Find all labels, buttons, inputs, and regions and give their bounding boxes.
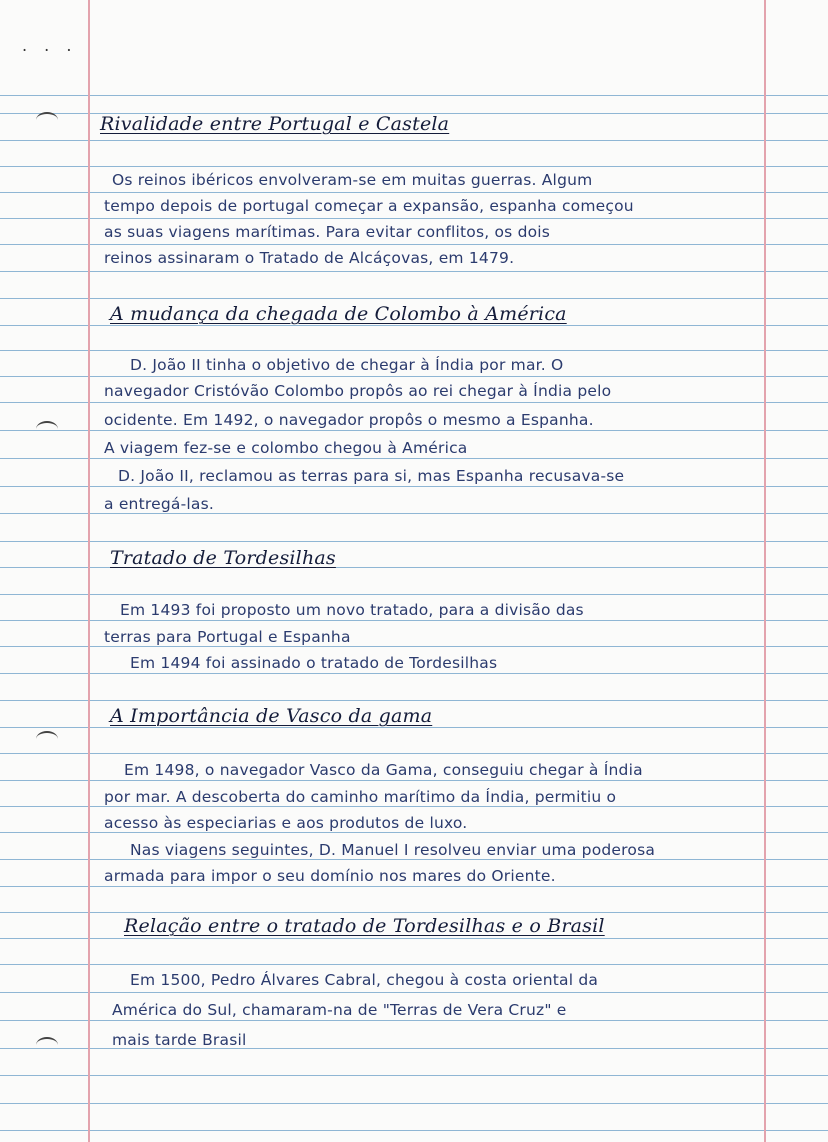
text-line: A viagem fez-se e colombo chegou à América: [104, 439, 468, 457]
text-line: ocidente. Em 1492, o navegador propôs o mesmo a Espanha.: [104, 411, 594, 429]
text-line: tempo depois de portugal começar a expansão, espanha começou: [104, 197, 634, 215]
ruled-line: [0, 458, 828, 459]
text-line: acesso às especiarias e aos produtos de luxo.: [104, 814, 468, 832]
ruled-line: [0, 166, 828, 167]
ruled-line: [0, 700, 828, 701]
left-margin-line: [88, 0, 90, 1142]
text-line: terras para Portugal e Espanha: [104, 628, 351, 646]
binder-hole-mark: [36, 112, 58, 128]
ruled-line: [0, 402, 828, 403]
section-title: Relação entre o tratado de Tordesilhas e o Brasil: [124, 915, 605, 937]
ruled-line: [0, 620, 828, 621]
text-line: Em 1494 foi assinado o tratado de Tordesilhas: [130, 654, 498, 672]
ruled-line: [0, 727, 828, 728]
binder-hole-mark: [36, 421, 58, 437]
ruled-line: [0, 244, 828, 245]
section-title: Rivalidade entre Portugal e Castela: [100, 113, 450, 135]
ruled-line: [0, 486, 828, 487]
ruled-line: [0, 541, 828, 542]
text-line: Nas viagens seguintes, D. Manuel I resolveu enviar uma poderosa: [130, 841, 656, 859]
text-line: mais tarde Brasil: [112, 1031, 247, 1049]
ruled-line: [0, 594, 828, 595]
ruled-line: [0, 753, 828, 754]
ruled-line: [0, 780, 828, 781]
ruled-line: [0, 1020, 828, 1021]
binder-hole-mark: [36, 731, 58, 747]
ruled-line: [0, 886, 828, 887]
text-line: navegador Cristóvão Colombo propôs ao rei chegar à Índia pelo: [104, 382, 612, 400]
ruled-line: [0, 1075, 828, 1076]
ruled-line: [0, 140, 828, 141]
ruled-line: [0, 298, 828, 299]
ruled-line: [0, 992, 828, 993]
ruled-line: [0, 325, 828, 326]
ruled-line: [0, 95, 828, 96]
text-line: Em 1500, Pedro Álvares Cabral, chegou à costa oriental da: [130, 971, 599, 989]
ruled-line: [0, 192, 828, 193]
text-line: Em 1493 foi proposto um novo tratado, para a divisão das: [120, 601, 584, 619]
ruled-line: [0, 1130, 828, 1131]
text-line: América do Sul, chamaram-na de "Terras de Vera Cruz" e: [112, 1001, 567, 1019]
text-line: as suas viagens marítimas. Para evitar conflitos, os dois: [104, 223, 551, 241]
text-line: Os reinos ibéricos envolveram-se em muitas guerras. Algum: [112, 171, 593, 189]
text-line: D. João II, reclamou as terras para si, mas Espanha recusava-se: [118, 467, 625, 485]
ruled-line: [0, 964, 828, 965]
text-line: reinos assinaram o Tratado de Alcáçovas, em 1479.: [104, 249, 515, 267]
text-line: armada para impor o seu domínio nos mares do Oriente.: [104, 867, 556, 885]
text-line: D. João II tinha o objetivo de chegar à Índia por mar. O: [130, 356, 564, 374]
ruled-line: [0, 673, 828, 674]
ruled-line: [0, 912, 828, 913]
text-line: por mar. A descoberta do caminho marítimo da Índia, permitiu o: [104, 788, 617, 806]
text-line: a entregá-las.: [104, 495, 214, 513]
ruled-line: [0, 218, 828, 219]
section-title: Tratado de Tordesilhas: [110, 547, 336, 569]
binder-hole-mark: [36, 1037, 58, 1053]
section-title: A mudança da chegada de Colombo à América: [110, 303, 567, 325]
ruled-line: [0, 376, 828, 377]
ruled-line: [0, 271, 828, 272]
text-line: Em 1498, o navegador Vasco da Gama, conseguiu chegar à Índia: [124, 761, 643, 779]
ruled-line: [0, 1103, 828, 1104]
stray-marks: . . .: [22, 36, 78, 55]
ruled-line: [0, 350, 828, 351]
ruled-line: [0, 938, 828, 939]
right-margin-line: [764, 0, 766, 1142]
section-title: A Importância de Vasco da gama: [110, 705, 433, 727]
ruled-line: [0, 430, 828, 431]
